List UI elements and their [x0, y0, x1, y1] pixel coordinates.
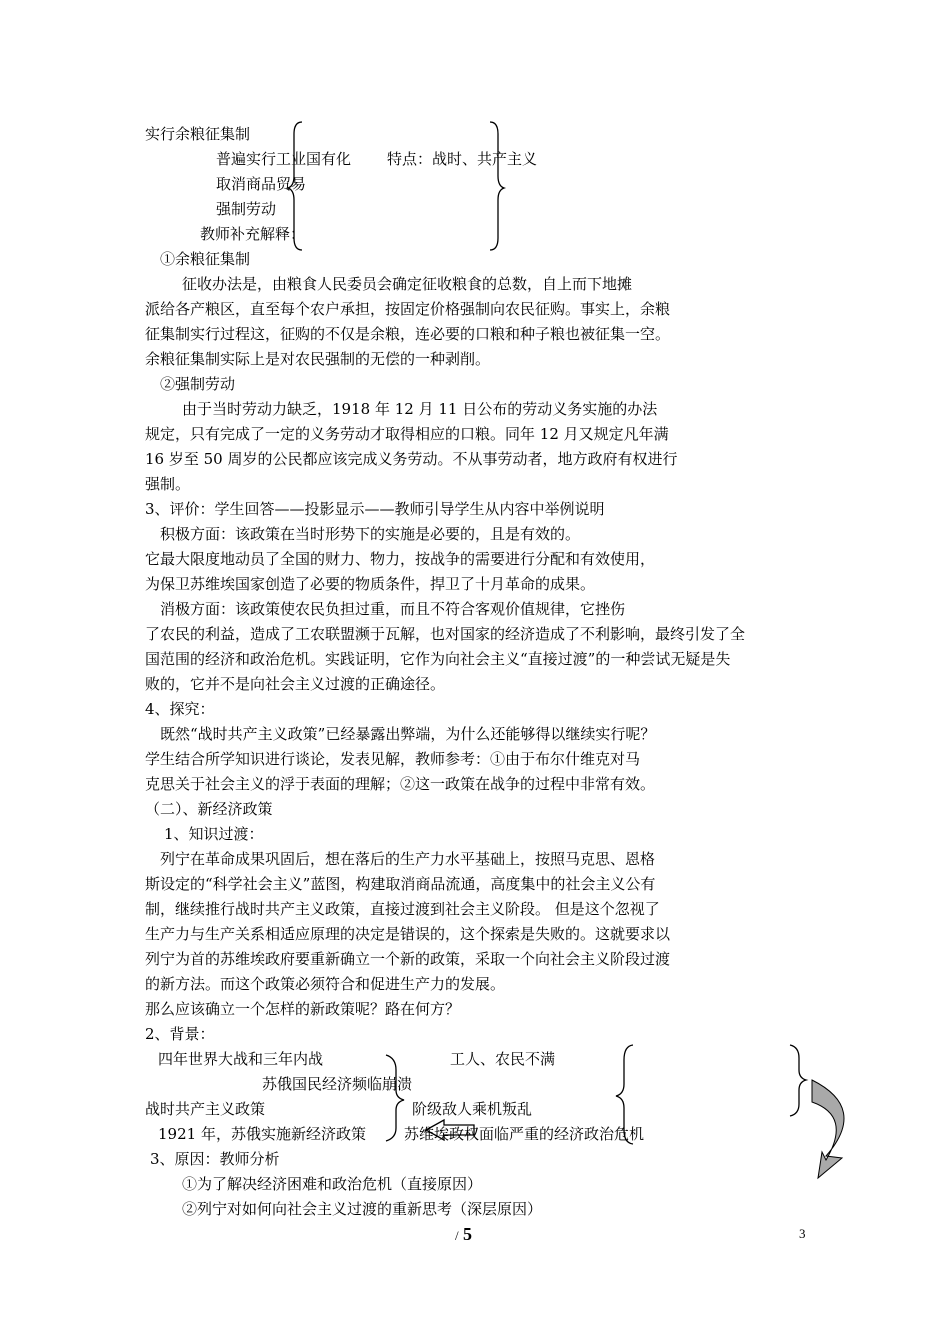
block1-item-labor: 强制劳动	[216, 200, 277, 218]
grain-line: 征集制实行过程这，征购的不仅是余粮，连必要的口粮和种子粮也被征集一空。	[145, 325, 671, 343]
right-brace-far	[790, 1045, 806, 1116]
labor-line: 由于当时劳动力缺乏，1918 年 12 月 11 日公布的劳动义务实施的办法	[182, 400, 658, 418]
background-crisis: 苏维埃政权面临严重的经济政治危机	[404, 1125, 645, 1143]
grain-line: 征收办法是，由粮食人民委员会确定征收粮食的总数，自上而下地摊	[182, 275, 633, 293]
nep-line: 斯设定的“科学社会主义”蓝图，构建取消商品流通，高度集中的社会主义公有	[145, 875, 656, 893]
background-war: 四年世界大战和三年内战	[158, 1050, 324, 1068]
page-number: 3	[799, 1226, 806, 1241]
right-brace-top	[490, 122, 504, 250]
background-policy: 战时共产主义政策	[145, 1100, 266, 1118]
explore-heading: 4、探究：	[145, 700, 215, 718]
block1-item-nationalization: 普遍实行工业国有化	[216, 150, 352, 168]
block1-title: 实行余粮征集制	[145, 125, 251, 143]
grain-heading: ①余粮征集制	[160, 250, 251, 268]
evaluation-positive-line: 为保卫苏维埃国家创造了必要的物质条件，捍卫了十月革命的成果。	[145, 575, 596, 593]
nep-line: 的新方法。而这个政策必须符合和促进生产力的发展。	[145, 975, 506, 993]
reason-direct: ①为了解决经济困难和政治危机（直接原因）	[182, 1175, 483, 1193]
curved-arrow-icon	[812, 1080, 844, 1178]
nep-line: 制，继续推行战时共产主义政策，直接过渡到社会主义阶段。 但是这个忽视了	[145, 900, 660, 918]
background-workers: 工人、农民不满	[450, 1050, 556, 1068]
nep-line: 列宁在革命成果巩固后，想在落后的生产力水平基础上，按照马克思、恩格	[160, 850, 656, 868]
nep-line: 那么应该确立一个怎样的新政策呢？路在何方？	[145, 1000, 461, 1018]
grain-line: 余粮征集制实际上是对农民强制的无偿的一种剥削。	[145, 350, 491, 368]
explore-line: 既然“战时共产主义政策”已经暴露出弊端，为什么还能够得以继续实行呢？	[160, 725, 656, 743]
grain-line: 派给各产粮区，直至每个农户承担，按固定价格强制向农民征购。事实上，余粮	[145, 300, 671, 318]
background-nep-year: 1921 年，苏俄实施新经济政策	[158, 1125, 366, 1143]
explore-line: 克思关于社会主义的浮于表面的理解；②这一政策在战争的过程中非常有效。	[145, 775, 656, 793]
reasons-heading: 3、原因：教师分析	[150, 1150, 280, 1168]
page-slash: /	[455, 1228, 459, 1243]
background-collapse: 苏俄国民经济频临崩溃	[262, 1075, 413, 1093]
labor-line: 规定，只有完成了一定的义务劳动才取得相应的口粮。同年 12 月又规定凡年满	[145, 425, 669, 443]
evaluation-positive-line: 它最大限度地动员了全国的财力、物力，按战争的需要进行分配和有效使用，	[145, 550, 656, 568]
background-enemy: 阶级敌人乘机叛乱	[412, 1100, 533, 1118]
evaluation-negative-line: 国范围的经济和政治危机。实践证明，它作为向社会主义“直接过渡”的一种尝试无疑是失	[145, 650, 731, 668]
evaluation-positive-line: 积极方面：该政策在当时形势下的实施是必要的，且是有效的。	[160, 525, 581, 543]
nep-subheading: 1、知识过渡：	[164, 825, 264, 843]
background-heading: 2、背景：	[145, 1025, 215, 1043]
nep-line: 列宁为首的苏维埃政府要重新确立一个新的政策，采取一个向社会主义阶段过渡	[145, 950, 671, 968]
explore-line: 学生结合所学知识进行谈论，发表见解，教师参考：①由于布尔什维克对马	[145, 750, 641, 768]
right-brace-middle	[386, 1055, 404, 1141]
page-total: 5	[463, 1224, 472, 1244]
evaluation-heading: 3、评价：学生回答——投影显示——教师引导学生从内容中举例说明	[145, 500, 605, 518]
labor-line: 强制。	[145, 475, 191, 493]
block1-item-trade: 取消商品贸易	[216, 175, 307, 193]
nep-heading: （二）、新经济政策	[145, 800, 273, 818]
labor-line: 16 岁至 50 周岁的公民都应该完成义务劳动。不从事劳动者，地方政府有权进行	[145, 450, 678, 468]
labor-heading: ②强制劳动	[160, 375, 236, 393]
nep-line: 生产力与生产关系相适应原理的决定是错误的，这个探索是失败的。这就要求以	[145, 925, 671, 943]
reason-deep: ②列宁对如何向社会主义过渡的重新思考（深层原因）	[182, 1200, 543, 1218]
teacher-note: 教师补充解释：	[200, 225, 306, 243]
evaluation-negative-line: 了农民的利益，造成了工农联盟濒于瓦解，也对国家的经济造成了不利影响，最终引发了全	[145, 625, 746, 643]
evaluation-negative-line: 消极方面：该政策使农民负担过重，而且不符合客观价值规律，它挫伤	[160, 600, 626, 618]
evaluation-negative-line: 败的，它并不是向社会主义过渡的正确途径。	[145, 675, 446, 693]
block1-feature: 特点：战时、共产主义	[387, 150, 538, 168]
